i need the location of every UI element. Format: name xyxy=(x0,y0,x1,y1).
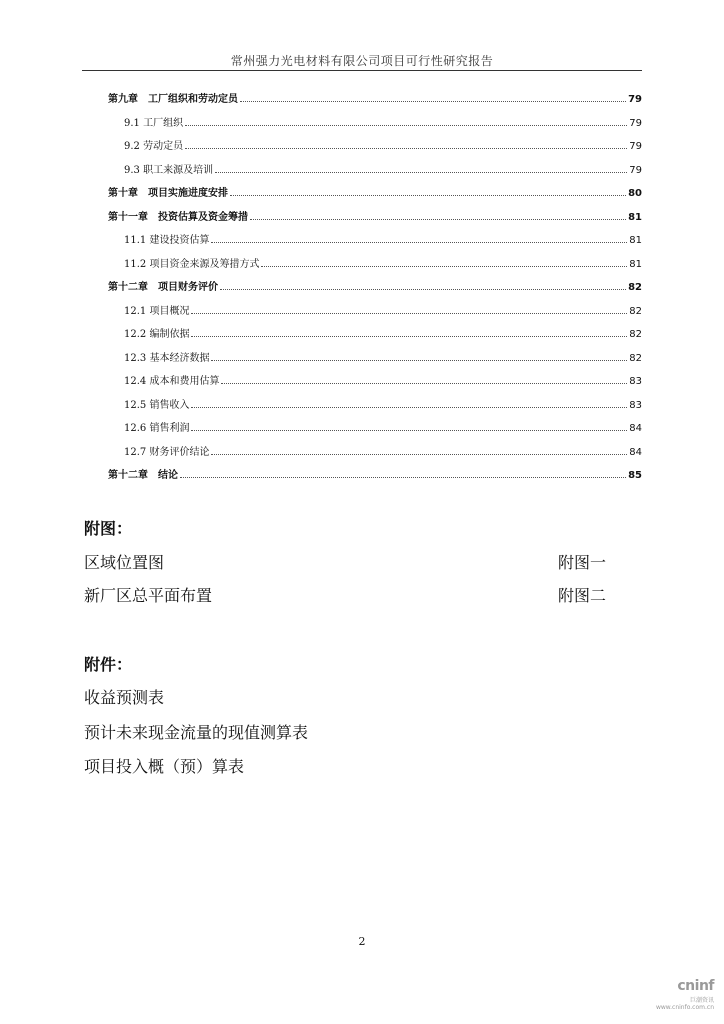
toc-entry-page: 84 xyxy=(629,423,642,434)
toc-section-row[interactable] xyxy=(124,302,642,318)
toc-entry-label: 12.2 编制依据 xyxy=(124,329,190,340)
toc-dot-leader xyxy=(261,265,627,267)
toc-chapter-row[interactable] xyxy=(108,90,642,106)
toc-entry-page: 82 xyxy=(628,282,642,293)
attachments-heading: 附件： xyxy=(84,655,133,674)
toc-section-row[interactable] xyxy=(124,396,642,412)
figures-heading: 附图： xyxy=(84,519,133,538)
toc-dot-leader xyxy=(191,429,627,431)
toc-section-row[interactable] xyxy=(124,443,642,459)
toc-entry-page: 84 xyxy=(629,446,642,458)
toc-entry-label: 12.7 财务评价结论 xyxy=(124,446,210,458)
attachment-item: 项目投入概（预）算表 xyxy=(84,757,245,776)
toc-section-row[interactable] xyxy=(124,349,642,365)
toc-section-row[interactable] xyxy=(124,161,642,177)
toc-entry-page: 83 xyxy=(629,376,642,387)
toc-entry-label: 12.4 成本和费用估算 xyxy=(124,376,220,387)
header-divider xyxy=(82,70,642,71)
watermark-subtitle: 巨潮资讯 xyxy=(689,997,714,1004)
toc-chapter-row[interactable] xyxy=(108,208,642,224)
toc-dot-leader xyxy=(211,241,627,243)
toc-chapter-row[interactable] xyxy=(108,278,642,294)
toc-entry-page: 79 xyxy=(629,117,642,129)
toc-entry-page: 83 xyxy=(629,399,642,411)
page-header-title: 常州强力光电材料有限公司项目可行性研究报告 xyxy=(230,54,494,68)
toc-chapter-row[interactable] xyxy=(108,466,642,482)
toc-section-row[interactable] xyxy=(124,325,642,341)
toc-entry-page: 81 xyxy=(628,211,642,223)
toc-dot-leader xyxy=(250,218,626,220)
toc-entry-label: 第十一章 投资估算及资金筹措 xyxy=(108,211,248,223)
toc-section-row[interactable] xyxy=(124,372,642,388)
toc-dot-leader xyxy=(215,171,627,173)
toc-dot-leader xyxy=(230,194,626,196)
attachment-item: 预计未来现金流量的现值测算表 xyxy=(84,723,309,742)
toc-dot-leader xyxy=(191,312,627,314)
toc-entry-page: 81 xyxy=(629,258,642,270)
toc-dot-leader xyxy=(185,147,627,149)
toc-entry-label: 第十二章 项目财务评价 xyxy=(108,282,218,293)
toc-entry-label: 9.2 劳动定员 xyxy=(124,141,184,152)
attachment-item: 收益预测表 xyxy=(84,688,165,707)
toc-entry-page: 82 xyxy=(629,329,642,340)
toc-entry-page: 79 xyxy=(628,94,642,105)
toc-entry-label: 12.6 销售利润 xyxy=(124,423,190,434)
toc-entry-label: 9.1 工厂组织 xyxy=(124,117,184,129)
toc-entry-label: 12.3 基本经济数据 xyxy=(124,352,210,364)
toc-entry-page: 79 xyxy=(629,141,642,152)
toc-section-row[interactable] xyxy=(124,419,642,435)
toc-dot-leader xyxy=(220,288,626,290)
toc-entry-label: 第九章 工厂组织和劳动定员 xyxy=(108,94,238,105)
page-number: 2 xyxy=(358,935,366,948)
toc-dot-leader xyxy=(211,359,627,361)
toc-entry-label: 12.1 项目概况 xyxy=(124,305,190,317)
watermark-logo-text: cninf xyxy=(677,978,714,994)
toc-dot-leader xyxy=(191,406,627,408)
toc-section-row[interactable] xyxy=(124,255,642,271)
toc-entry-label: 11.1 建设投资估算 xyxy=(124,235,210,246)
figure-item-label: 新厂区总平面布置 xyxy=(84,586,213,605)
toc-section-row[interactable] xyxy=(124,231,642,247)
watermark-logo xyxy=(644,978,714,1014)
figure-item-ref: 附图二 xyxy=(558,586,607,605)
toc-entry-label: 第十章 项目实施进度安排 xyxy=(108,188,228,199)
watermark-url: www.cninfo.com.cn xyxy=(655,1004,714,1011)
toc-dot-leader xyxy=(211,453,627,455)
toc-entry-label: 12.5 销售收入 xyxy=(124,399,190,411)
toc-entry-label: 11.2 项目资金来源及筹措方式 xyxy=(124,258,260,270)
figure-item-ref: 附图一 xyxy=(558,553,607,572)
toc-entry-page: 82 xyxy=(629,305,642,317)
toc-dot-leader xyxy=(240,100,626,102)
figure-item-label: 区域位置图 xyxy=(84,553,165,572)
toc-dot-leader xyxy=(221,382,627,384)
toc-entry-page: 81 xyxy=(629,235,642,246)
toc-entry-page: 79 xyxy=(629,164,642,176)
toc-dot-leader xyxy=(180,476,626,478)
toc-entry-label: 第十二章 结论 xyxy=(108,470,178,481)
toc-entry-page: 85 xyxy=(628,470,642,481)
toc-chapter-row[interactable] xyxy=(108,184,642,200)
toc-dot-leader xyxy=(185,124,627,126)
toc-entry-page: 80 xyxy=(628,188,642,199)
toc-entry-label: 9.3 职工来源及培训 xyxy=(124,164,214,176)
toc-dot-leader xyxy=(191,335,627,337)
toc-section-row[interactable] xyxy=(124,114,642,130)
toc-entry-page: 82 xyxy=(629,352,642,364)
toc-section-row[interactable] xyxy=(124,137,642,153)
